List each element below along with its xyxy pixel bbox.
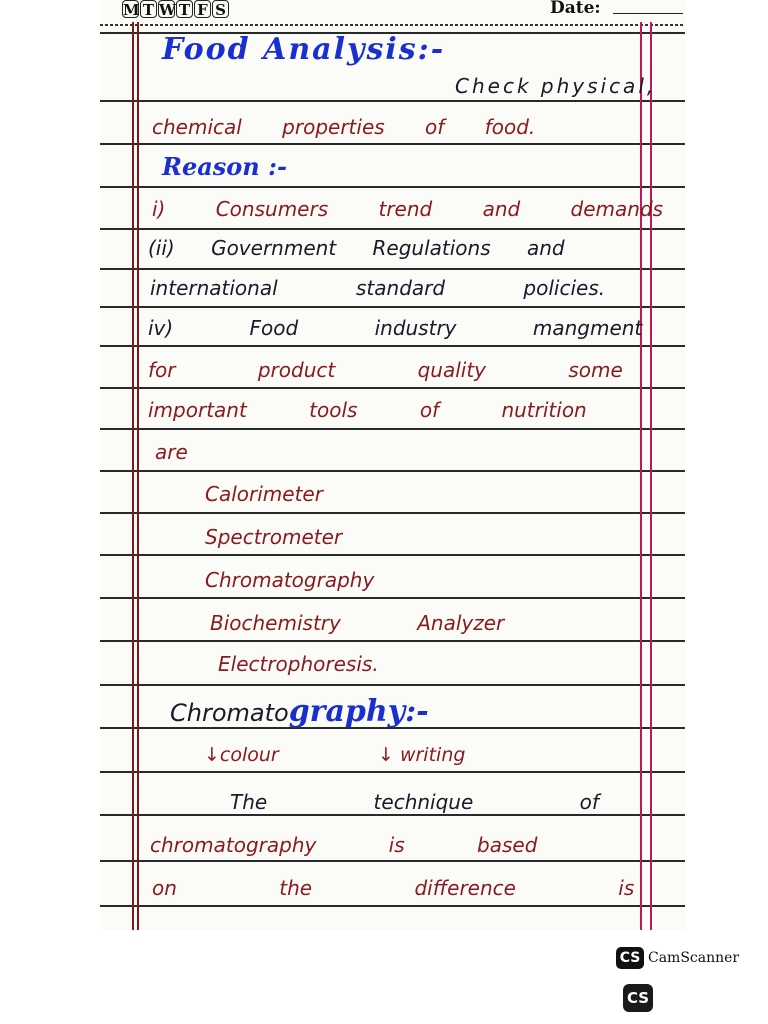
tool-item: Electrophoresis.	[218, 652, 379, 676]
note-line: iv) Food industry mangment	[148, 316, 643, 340]
rule-line	[100, 268, 685, 270]
page-header	[118, 0, 685, 22]
rule-line	[100, 814, 685, 816]
rule-line	[100, 306, 685, 308]
rule-line	[100, 387, 685, 389]
notes-title: Food Analysis:-	[162, 32, 446, 67]
rule-line	[100, 143, 685, 145]
tool-item: Calorimeter	[205, 482, 323, 506]
note-line: on the difference is	[152, 876, 635, 900]
note-line: Check physical,	[455, 74, 657, 98]
date-label: Date:	[550, 0, 601, 18]
rule-line	[100, 640, 685, 642]
rule-line	[100, 228, 685, 230]
note-line: international standard policies.	[150, 276, 606, 300]
heading-part: graphy:-	[288, 694, 429, 729]
rule-line	[100, 905, 685, 907]
rule-line	[100, 860, 685, 862]
day-box: T	[140, 0, 157, 18]
tool-item: Biochemistry Analyzer	[210, 611, 505, 635]
weekday-boxes	[122, 0, 230, 18]
camscanner-label: CamScanner	[648, 950, 740, 966]
note-line: ↓colour	[204, 744, 279, 766]
left-margin-line	[132, 22, 134, 930]
rule-line	[100, 554, 685, 556]
right-margin-line	[640, 22, 642, 930]
tool-item: Chromatography	[205, 568, 375, 592]
rule-line	[100, 771, 685, 773]
rule-line	[100, 470, 685, 472]
rule-line	[100, 24, 685, 26]
tool-item: Spectrometer	[205, 525, 343, 549]
note-line: chromatography is based	[150, 833, 538, 857]
rule-line	[100, 186, 685, 188]
camscanner-logo-icon: CS	[623, 984, 653, 1012]
reason-heading: Reason :-	[162, 152, 287, 181]
day-box: T	[176, 0, 193, 18]
day-box: W	[159, 1, 176, 19]
day-box: F	[194, 0, 211, 18]
right-margin-line	[650, 22, 652, 930]
note-line: i) Consumers trend and demands	[152, 197, 664, 221]
note-line: important tools of nutrition	[148, 398, 587, 422]
rule-line	[100, 512, 685, 514]
note-line: The technique of	[230, 790, 599, 814]
note-line: (ii) Government Regulations and	[148, 236, 565, 260]
rule-line	[100, 428, 685, 430]
note-line: are	[155, 440, 188, 464]
rule-line	[100, 345, 685, 347]
camscanner-icon: CS	[616, 947, 644, 969]
rule-line	[100, 684, 685, 686]
camscanner-badge	[616, 947, 739, 969]
note-line: ↓ writing	[378, 744, 466, 766]
chromatography-heading	[170, 694, 429, 729]
date-line	[613, 13, 683, 14]
rule-line	[100, 597, 685, 599]
note-line: chemical properties of food.	[152, 115, 536, 139]
heading-part: Chromato	[170, 699, 289, 727]
left-margin-line	[137, 22, 139, 930]
rule-line	[100, 100, 685, 102]
note-line: for product quality some	[148, 358, 623, 382]
day-box: M	[123, 1, 140, 19]
day-box: S	[212, 0, 229, 18]
